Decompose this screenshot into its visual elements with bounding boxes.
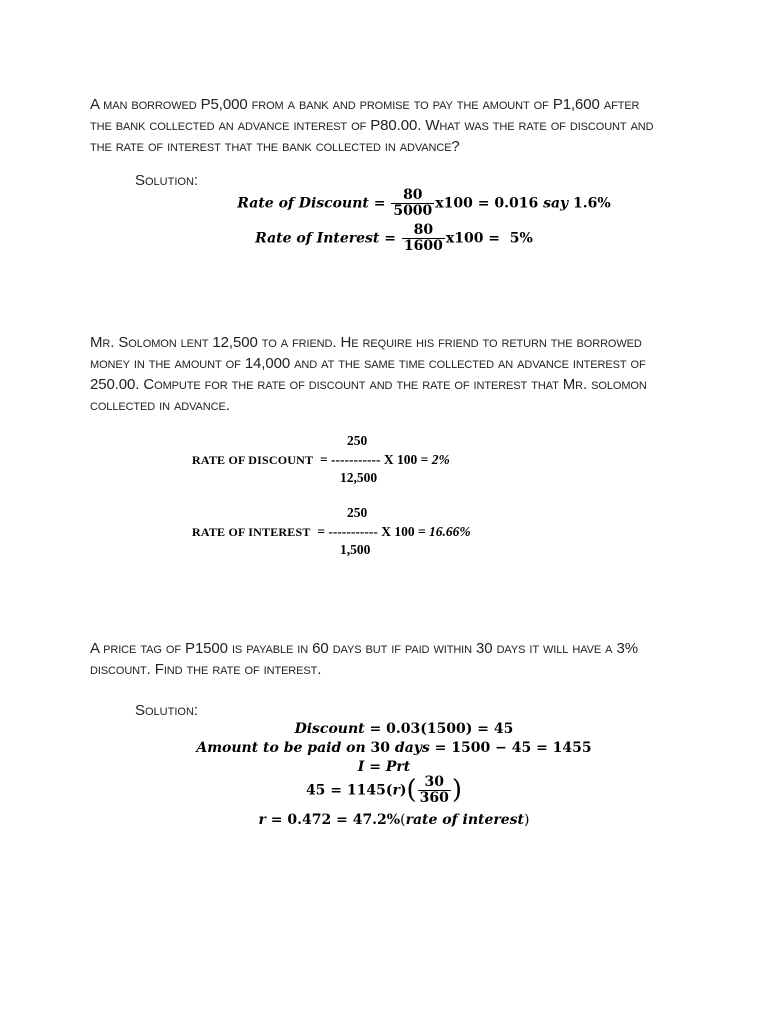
rate-of-discount-denominator: 12,500 [340,470,378,485]
problem-3-line: A price tag of P1500 is payable in 60 days but if paid within 30 days it will have a 3% [90,640,638,657]
numerator: 80 [413,222,434,238]
variable-r: r [392,782,400,799]
variable-r: r [258,812,266,828]
result-equation: r = 0.472 = 47.2%(rate of interest) [258,812,530,828]
solution-label: Solution: [135,172,199,189]
denominator: 360 [419,790,449,806]
amount-equation [0,740,768,756]
equation-rhs: = 1500 − 45 = 1455 [434,740,592,756]
equation-rest: x100 = [445,230,501,247]
equation-lhs: Amount to be paid on [196,740,366,756]
solve-equation: 45 = 1145(r)( $\frac{30}{360}$ ) [305,774,463,806]
interest-formula [0,759,768,775]
equation-dashes: = ----------- X 100 = [319,452,429,467]
equation-lhs: Discount [294,721,365,737]
solution-label: Solution: [135,702,199,719]
rate-of-interest-numerator: 250 [347,505,368,520]
problem-3-line: discount. Find the rate of interest. [90,661,322,678]
equation-result: 1.6% [573,195,611,212]
equation-result: 2% [431,452,450,467]
equation-rhs: = 0.03(1500) = 45 [369,721,514,737]
equation-lhs: 45 = 1145( [305,782,393,799]
equation-rest: x100 = 0.016 [435,195,539,212]
fraction [418,775,451,806]
rate-of-discount-numerator: 250 [347,433,368,448]
equation-result: 16.66% [429,524,471,539]
problem-1-line: the rate of interest that the bank collected in advance? [90,138,460,155]
fraction [391,188,434,219]
problem-1-line: the bank collected an advance interest of P80.00. What was the rate of discount and [90,117,654,134]
numerator: 80 [403,187,423,203]
equation-label: Rate of Interest [255,230,380,247]
equation-days-word: days [394,740,430,756]
equation-days-value: 30 [370,740,391,756]
equation-label: Rate of Discount [237,195,369,212]
equation-label: RATE OF INTEREST [192,525,311,539]
equation-dashes: = ----------- X 100 = [317,524,426,539]
rate-of-interest-denominator: 1,500 [340,542,371,557]
equation-rhs: = 0.472 = 47.2% [270,812,401,828]
rate-of-discount-equation [192,452,450,468]
denominator: 5000 [393,203,433,219]
problem-2-line: 250.00. Compute for the rate of discount and the rate of interest that Mr. solomon [90,376,647,393]
discount-equation [0,721,768,737]
problem-1-text [90,94,690,157]
equation-result: 5% [509,230,533,247]
equation-label: RATE OF DISCOUNT [192,453,314,467]
equation-mid: ) [399,782,407,799]
rate-of-interest-equation [192,524,471,540]
problem-1-line: A man borrowed P5,000 from a bank and promise to pay the amount of P1,600 after [90,96,640,113]
rate-of-discount-equation: Rate of Discount = $\frac{80}{5000}$ x100 = 0.016 say 1.6% [237,187,611,219]
fraction [402,223,445,254]
problem-2-line: collected in advance. [90,397,230,414]
formula-text: I = Prt [357,759,411,775]
problem-3-text [90,638,690,680]
result-note: rate of interest [405,812,525,828]
denominator: 1600 [403,238,443,254]
say-word: say [543,195,569,212]
problem-2-text [90,332,690,416]
problem-2-line: money in the amount of 14,000 and at the same time collected an advance interest of [90,355,646,372]
numerator: 30 [424,774,445,790]
problem-2-line: Mr. Solomon lent 12,500 to a friend. He require his friend to return the borrowed [90,334,642,351]
rate-of-interest-equation: Rate of Interest = $\frac{80}{1600}$ x100 = 5% [255,222,533,254]
